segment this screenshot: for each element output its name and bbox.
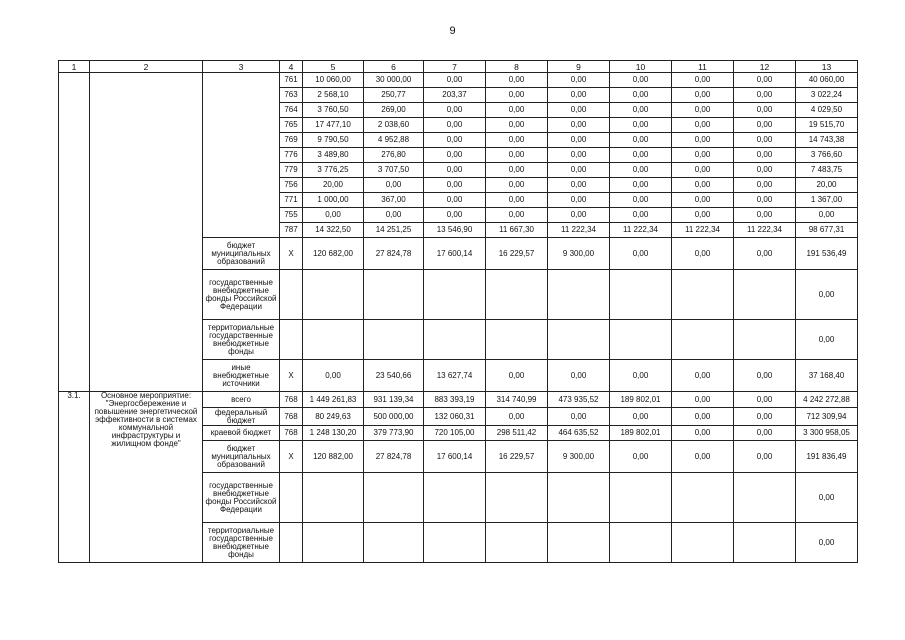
empty-cell bbox=[280, 320, 303, 360]
value-cell: 0,00 bbox=[734, 208, 796, 223]
value-cell: 0,00 bbox=[548, 163, 610, 178]
value-cell: 14 743,38 bbox=[796, 133, 858, 148]
value-cell: 0,00 bbox=[734, 103, 796, 118]
empty-cell bbox=[364, 270, 424, 320]
value-cell: 0,00 bbox=[486, 88, 548, 103]
value-cell: 0,00 bbox=[734, 133, 796, 148]
empty-cell bbox=[548, 523, 610, 563]
source-label: государственные внебюджетные фонды Российской Федерации bbox=[203, 270, 280, 320]
value-cell: 0,00 bbox=[672, 148, 734, 163]
value-cell: 3 022,24 bbox=[796, 88, 858, 103]
code-cell: 755 bbox=[280, 208, 303, 223]
value-cell: 0,00 bbox=[486, 408, 548, 426]
value-cell: 0,00 bbox=[610, 88, 672, 103]
header-cell: 2 bbox=[90, 61, 203, 73]
value-cell: 0,00 bbox=[610, 178, 672, 193]
value-cell: 712 309,94 bbox=[796, 408, 858, 426]
value-cell: 203,37 bbox=[424, 88, 486, 103]
total-cell: 0,00 bbox=[796, 270, 858, 320]
value-cell: 931 139,34 bbox=[364, 392, 424, 408]
value-cell: 768 bbox=[280, 426, 303, 441]
value-cell: 0,00 bbox=[610, 193, 672, 208]
value-cell: 17 600,14 bbox=[424, 441, 486, 473]
empty-cell bbox=[548, 473, 610, 523]
value-cell: 4 029,50 bbox=[796, 103, 858, 118]
empty-cell bbox=[610, 473, 672, 523]
value-cell: 0,00 bbox=[424, 118, 486, 133]
value-cell: 1 000,00 bbox=[303, 193, 364, 208]
empty-cell bbox=[734, 270, 796, 320]
empty-cell bbox=[424, 523, 486, 563]
empty-cell bbox=[486, 270, 548, 320]
value-cell: 0,00 bbox=[548, 178, 610, 193]
value-cell: 27 824,78 bbox=[364, 441, 424, 473]
value-cell: 0,00 bbox=[734, 441, 796, 473]
header-cell: 4 bbox=[280, 61, 303, 73]
value-cell: 132 060,31 bbox=[424, 408, 486, 426]
value-cell: 10 060,00 bbox=[303, 73, 364, 88]
value-cell: 0,00 bbox=[610, 408, 672, 426]
budget-row bbox=[59, 392, 858, 408]
value-cell: 0,00 bbox=[734, 360, 796, 392]
value-cell: 0,00 bbox=[424, 148, 486, 163]
empty-cell bbox=[280, 473, 303, 523]
value-cell: 0,00 bbox=[734, 193, 796, 208]
header-cell: 10 bbox=[610, 61, 672, 73]
code-row bbox=[59, 73, 858, 88]
empty-cell bbox=[303, 473, 364, 523]
value-cell: 0,00 bbox=[610, 163, 672, 178]
value-cell: 80 249,63 bbox=[303, 408, 364, 426]
budget-table bbox=[58, 60, 858, 563]
value-cell: 4 242 272,88 bbox=[796, 392, 858, 408]
value-cell: 11 667,30 bbox=[486, 223, 548, 238]
value-cell: 0,00 bbox=[486, 178, 548, 193]
value-cell: 11 222,34 bbox=[672, 223, 734, 238]
value-cell: 30 000,00 bbox=[364, 73, 424, 88]
measure-title: Основное мероприятие: "Энергосбережение и повышение энергетической эффективности в системах коммунальной инфраструктуры и жилищном фонде" bbox=[90, 392, 203, 563]
source-label: федеральный бюджет bbox=[203, 408, 280, 426]
empty-cell bbox=[424, 320, 486, 360]
value-cell: 0,00 bbox=[303, 208, 364, 223]
value-cell: 250,77 bbox=[364, 88, 424, 103]
empty-cell bbox=[303, 320, 364, 360]
value-cell: 0,00 bbox=[610, 441, 672, 473]
col3-empty bbox=[203, 73, 280, 238]
value-cell: 1 367,00 bbox=[796, 193, 858, 208]
value-cell: 9 300,00 bbox=[548, 441, 610, 473]
source-label: территориальные государственные внебюджетные фонды bbox=[203, 523, 280, 563]
value-cell: 0,00 bbox=[610, 133, 672, 148]
value-cell: 0,00 bbox=[486, 73, 548, 88]
value-cell: 13 546,90 bbox=[424, 223, 486, 238]
value-cell: 7 483,75 bbox=[796, 163, 858, 178]
value-cell: 0,00 bbox=[424, 178, 486, 193]
header-cell: 7 bbox=[424, 61, 486, 73]
value-cell: 189 802,01 bbox=[610, 426, 672, 441]
row-number: 3.1. bbox=[59, 392, 90, 563]
value-cell: 0,00 bbox=[734, 88, 796, 103]
value-cell: 3 489,80 bbox=[303, 148, 364, 163]
value-cell: 883 393,19 bbox=[424, 392, 486, 408]
value-cell: 23 540,66 bbox=[364, 360, 424, 392]
total-cell: 0,00 bbox=[796, 473, 858, 523]
empty-cell bbox=[486, 523, 548, 563]
value-cell: 0,00 bbox=[548, 208, 610, 223]
table-body bbox=[59, 61, 858, 563]
value-cell: 1 449 261,83 bbox=[303, 392, 364, 408]
empty-cell bbox=[280, 270, 303, 320]
col1-empty bbox=[59, 73, 90, 392]
value-cell: 20,00 bbox=[796, 178, 858, 193]
code-cell: 776 bbox=[280, 148, 303, 163]
value-cell: 0,00 bbox=[672, 103, 734, 118]
code-cell: 761 bbox=[280, 73, 303, 88]
value-cell: 120 882,00 bbox=[303, 441, 364, 473]
page-number: 9 bbox=[449, 25, 456, 37]
value-cell: 314 740,99 bbox=[486, 392, 548, 408]
value-cell: 0,00 bbox=[672, 133, 734, 148]
empty-cell bbox=[610, 320, 672, 360]
header-cell: 9 bbox=[548, 61, 610, 73]
value-cell: 37 168,40 bbox=[796, 360, 858, 392]
value-cell: 0,00 bbox=[672, 426, 734, 441]
empty-cell bbox=[672, 320, 734, 360]
value-cell: 0,00 bbox=[734, 163, 796, 178]
empty-cell bbox=[610, 270, 672, 320]
empty-cell bbox=[303, 523, 364, 563]
header-cell: 3 bbox=[203, 61, 280, 73]
value-cell: 3 766,60 bbox=[796, 148, 858, 163]
value-cell: 0,00 bbox=[486, 208, 548, 223]
value-cell: 0,00 bbox=[672, 408, 734, 426]
source-label: территориальные государственные внебюджетные фонды bbox=[203, 320, 280, 360]
value-cell: 0,00 bbox=[672, 118, 734, 133]
header-cell: 6 bbox=[364, 61, 424, 73]
value-cell: 0,00 bbox=[424, 73, 486, 88]
empty-cell bbox=[424, 473, 486, 523]
value-cell: 0,00 bbox=[610, 360, 672, 392]
value-cell: 0,00 bbox=[672, 193, 734, 208]
value-cell: 0,00 bbox=[610, 103, 672, 118]
value-cell: 0,00 bbox=[424, 103, 486, 118]
source-label: иные внебюджетные источники bbox=[203, 360, 280, 392]
value-cell: 9 790,50 bbox=[303, 133, 364, 148]
empty-cell bbox=[486, 320, 548, 360]
value-cell: 4 952,88 bbox=[364, 133, 424, 148]
value-cell: 191 536,49 bbox=[796, 238, 858, 270]
empty-cell bbox=[280, 523, 303, 563]
empty-cell bbox=[672, 270, 734, 320]
value-cell: 3 760,50 bbox=[303, 103, 364, 118]
value-cell: 98 677,31 bbox=[796, 223, 858, 238]
code-cell: 763 bbox=[280, 88, 303, 103]
value-cell: 2 568,10 bbox=[303, 88, 364, 103]
value-cell: 0,00 bbox=[610, 208, 672, 223]
header-cell: 12 bbox=[734, 61, 796, 73]
empty-cell bbox=[672, 523, 734, 563]
value-cell: 0,00 bbox=[610, 73, 672, 88]
header-cell: 11 bbox=[672, 61, 734, 73]
total-cell: 0,00 bbox=[796, 320, 858, 360]
header-cell: 1 bbox=[59, 61, 90, 73]
value-cell: 17 477,10 bbox=[303, 118, 364, 133]
value-cell: 16 229,57 bbox=[486, 441, 548, 473]
value-cell: 0,00 bbox=[548, 193, 610, 208]
value-cell: 0,00 bbox=[303, 360, 364, 392]
code-cell: 771 bbox=[280, 193, 303, 208]
value-cell: 0,00 bbox=[734, 426, 796, 441]
value-cell: 0,00 bbox=[486, 193, 548, 208]
empty-cell bbox=[734, 523, 796, 563]
value-cell: 0,00 bbox=[548, 408, 610, 426]
empty-cell bbox=[734, 473, 796, 523]
value-cell: 0,00 bbox=[734, 178, 796, 193]
header-cell: 8 bbox=[486, 61, 548, 73]
value-cell: 720 105,00 bbox=[424, 426, 486, 441]
value-cell: 189 802,01 bbox=[610, 392, 672, 408]
header-row bbox=[59, 61, 858, 73]
value-cell: 367,00 bbox=[364, 193, 424, 208]
source-label: краевой бюджет bbox=[203, 426, 280, 441]
value-cell: 0,00 bbox=[734, 408, 796, 426]
value-cell: 0,00 bbox=[486, 148, 548, 163]
value-cell: 16 229,57 bbox=[486, 238, 548, 270]
value-cell: 1 248 130,20 bbox=[303, 426, 364, 441]
value-cell: 0,00 bbox=[364, 208, 424, 223]
value-cell: 9 300,00 bbox=[548, 238, 610, 270]
value-cell: 2 038,60 bbox=[364, 118, 424, 133]
value-cell: 0,00 bbox=[672, 73, 734, 88]
empty-cell bbox=[364, 320, 424, 360]
source-label: всего bbox=[203, 392, 280, 408]
source-label: бюджет муниципальных образований bbox=[203, 238, 280, 270]
value-cell: 0,00 bbox=[424, 163, 486, 178]
empty-cell bbox=[672, 473, 734, 523]
value-cell: 0,00 bbox=[486, 103, 548, 118]
header-cell: 13 bbox=[796, 61, 858, 73]
value-cell: 276,80 bbox=[364, 148, 424, 163]
value-cell: 13 627,74 bbox=[424, 360, 486, 392]
value-cell: 11 222,34 bbox=[548, 223, 610, 238]
value-cell: 500 000,00 bbox=[364, 408, 424, 426]
code-cell: 769 bbox=[280, 133, 303, 148]
value-cell: 11 222,34 bbox=[734, 223, 796, 238]
value-cell: X bbox=[280, 238, 303, 270]
value-cell: 0,00 bbox=[734, 118, 796, 133]
value-cell: 0,00 bbox=[486, 133, 548, 148]
value-cell: 0,00 bbox=[610, 238, 672, 270]
value-cell: 0,00 bbox=[672, 88, 734, 103]
value-cell: 3 776,25 bbox=[303, 163, 364, 178]
code-cell: 765 bbox=[280, 118, 303, 133]
value-cell: 0,00 bbox=[486, 163, 548, 178]
empty-cell bbox=[548, 320, 610, 360]
value-cell: 0,00 bbox=[672, 360, 734, 392]
value-cell: 0,00 bbox=[424, 208, 486, 223]
value-cell: 191 836,49 bbox=[796, 441, 858, 473]
value-cell: 0,00 bbox=[796, 208, 858, 223]
empty-cell bbox=[364, 523, 424, 563]
value-cell: 0,00 bbox=[610, 148, 672, 163]
value-cell: 0,00 bbox=[364, 178, 424, 193]
value-cell: 768 bbox=[280, 392, 303, 408]
value-cell: 0,00 bbox=[548, 118, 610, 133]
value-cell: 14 251,25 bbox=[364, 223, 424, 238]
col2-empty bbox=[90, 73, 203, 392]
value-cell: 0,00 bbox=[672, 163, 734, 178]
empty-cell bbox=[486, 473, 548, 523]
value-cell: 11 222,34 bbox=[610, 223, 672, 238]
value-cell: 40 060,00 bbox=[796, 73, 858, 88]
value-cell: 0,00 bbox=[672, 392, 734, 408]
source-label: государственные внебюджетные фонды Российской Федерации bbox=[203, 473, 280, 523]
header-cell: 5 bbox=[303, 61, 364, 73]
value-cell: 0,00 bbox=[548, 88, 610, 103]
value-cell: 0,00 bbox=[672, 441, 734, 473]
value-cell: 3 707,50 bbox=[364, 163, 424, 178]
empty-cell bbox=[364, 473, 424, 523]
value-cell: 0,00 bbox=[610, 118, 672, 133]
value-cell: 0,00 bbox=[734, 73, 796, 88]
code-cell: 779 bbox=[280, 163, 303, 178]
total-cell: 0,00 bbox=[796, 523, 858, 563]
value-cell: 20,00 bbox=[303, 178, 364, 193]
value-cell: 3 300 958,05 bbox=[796, 426, 858, 441]
value-cell: 27 824,78 bbox=[364, 238, 424, 270]
empty-cell bbox=[548, 270, 610, 320]
value-cell: 0,00 bbox=[672, 238, 734, 270]
value-cell: 379 773,90 bbox=[364, 426, 424, 441]
value-cell: 0,00 bbox=[424, 193, 486, 208]
value-cell: 0,00 bbox=[424, 133, 486, 148]
value-cell: 0,00 bbox=[672, 178, 734, 193]
code-cell: 787 bbox=[280, 223, 303, 238]
value-cell: 0,00 bbox=[734, 148, 796, 163]
value-cell: X bbox=[280, 360, 303, 392]
value-cell: 19 515,70 bbox=[796, 118, 858, 133]
value-cell: 0,00 bbox=[734, 238, 796, 270]
empty-cell bbox=[734, 320, 796, 360]
value-cell: 0,00 bbox=[548, 73, 610, 88]
value-cell: X bbox=[280, 441, 303, 473]
empty-cell bbox=[303, 270, 364, 320]
value-cell: 0,00 bbox=[548, 133, 610, 148]
source-label: бюджет муниципальных образований bbox=[203, 441, 280, 473]
value-cell: 464 635,52 bbox=[548, 426, 610, 441]
value-cell: 768 bbox=[280, 408, 303, 426]
value-cell: 17 600,14 bbox=[424, 238, 486, 270]
code-cell: 756 bbox=[280, 178, 303, 193]
value-cell: 0,00 bbox=[486, 360, 548, 392]
value-cell: 269,00 bbox=[364, 103, 424, 118]
value-cell: 0,00 bbox=[672, 208, 734, 223]
empty-cell bbox=[610, 523, 672, 563]
value-cell: 0,00 bbox=[486, 118, 548, 133]
value-cell: 14 322,50 bbox=[303, 223, 364, 238]
value-cell: 298 511,42 bbox=[486, 426, 548, 441]
value-cell: 120 682,00 bbox=[303, 238, 364, 270]
value-cell: 0,00 bbox=[548, 360, 610, 392]
value-cell: 473 935,52 bbox=[548, 392, 610, 408]
empty-cell bbox=[424, 270, 486, 320]
value-cell: 0,00 bbox=[548, 103, 610, 118]
value-cell: 0,00 bbox=[548, 148, 610, 163]
value-cell: 0,00 bbox=[734, 392, 796, 408]
code-cell: 764 bbox=[280, 103, 303, 118]
